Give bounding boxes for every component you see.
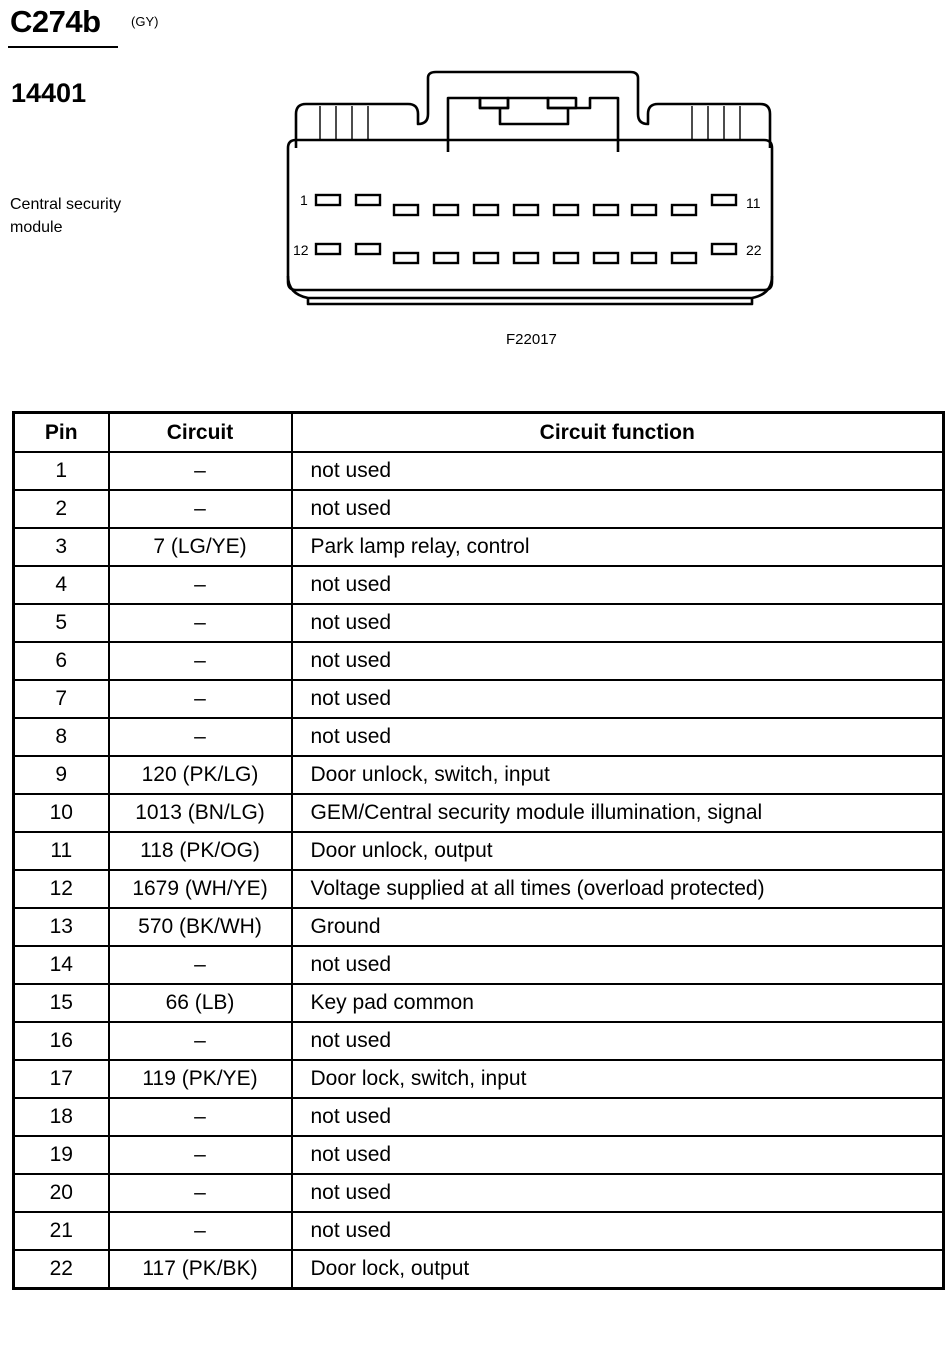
pin-cell: 19	[14, 1136, 109, 1174]
table-row	[14, 946, 944, 984]
table-row	[14, 1212, 944, 1250]
header-pin: Pin	[14, 413, 109, 453]
circuit-function-cell: not used	[292, 1022, 944, 1060]
circuit-function-cell: not used	[292, 1174, 944, 1212]
circuit-function-cell: Door unlock, switch, input	[292, 756, 944, 794]
pin-cell: 4	[14, 566, 109, 604]
circuit-function-cell: Door lock, output	[292, 1250, 944, 1289]
pin-cell: 11	[14, 832, 109, 870]
circuit-function-cell: not used	[292, 566, 944, 604]
pin-cell: 18	[14, 1098, 109, 1136]
table-row	[14, 642, 944, 680]
circuit-cell: –	[109, 642, 292, 680]
circuit-function-cell: not used	[292, 1136, 944, 1174]
table-row	[14, 490, 944, 528]
circuit-cell: –	[109, 452, 292, 490]
circuit-function-cell: GEM/Central security module illumination, signal	[292, 794, 944, 832]
circuit-function-cell: not used	[292, 1098, 944, 1136]
circuit-function-cell: Ground	[292, 908, 944, 946]
pin-cell: 14	[14, 946, 109, 984]
pin-cell: 7	[14, 680, 109, 718]
table-row	[14, 718, 944, 756]
table-row	[14, 984, 944, 1022]
connector-id: C274b	[10, 4, 101, 39]
pin-cell: 12	[14, 870, 109, 908]
pin-cell: 16	[14, 1022, 109, 1060]
table-row	[14, 1098, 944, 1136]
circuit-function-cell: Door lock, switch, input	[292, 1060, 944, 1098]
circuit-cell: –	[109, 1174, 292, 1212]
circuit-cell: 117 (PK/BK)	[109, 1250, 292, 1289]
table-row	[14, 566, 944, 604]
circuit-function-cell: not used	[292, 680, 944, 718]
circuit-cell: 570 (BK/WH)	[109, 908, 292, 946]
circuit-function-cell: not used	[292, 452, 944, 490]
circuit-cell: –	[109, 718, 292, 756]
circuit-cell: 66 (LB)	[109, 984, 292, 1022]
table-row	[14, 604, 944, 642]
connector-color: (GY)	[131, 14, 159, 29]
pin-cell: 1	[14, 452, 109, 490]
figure-code: F22017	[506, 331, 557, 348]
pin-cell: 2	[14, 490, 109, 528]
circuit-cell: 118 (PK/OG)	[109, 832, 292, 870]
pin-label-1: 1	[300, 192, 308, 208]
title-underline	[8, 46, 118, 48]
pin-label-22: 22	[746, 242, 762, 258]
table-row	[14, 870, 944, 908]
circuit-function-cell: Key pad common	[292, 984, 944, 1022]
pin-table	[12, 411, 945, 1290]
circuit-function-cell: Door unlock, output	[292, 832, 944, 870]
pin-cell: 10	[14, 794, 109, 832]
circuit-cell: –	[109, 1136, 292, 1174]
circuit-cell: 120 (PK/LG)	[109, 756, 292, 794]
table-row	[14, 1136, 944, 1174]
circuit-cell: 119 (PK/YE)	[109, 1060, 292, 1098]
circuit-cell: 7 (LG/YE)	[109, 528, 292, 566]
pin-cell: 3	[14, 528, 109, 566]
circuit-function-cell: not used	[292, 604, 944, 642]
table-row	[14, 908, 944, 946]
pin-label-12: 12	[293, 242, 309, 258]
circuit-function-cell: not used	[292, 642, 944, 680]
pin-cell: 17	[14, 1060, 109, 1098]
circuit-function-cell: Voltage supplied at all times (overload protected)	[292, 870, 944, 908]
circuit-cell: –	[109, 1022, 292, 1060]
circuit-cell: –	[109, 1098, 292, 1136]
table-row	[14, 452, 944, 490]
pin-cell: 20	[14, 1174, 109, 1212]
pin-cell: 13	[14, 908, 109, 946]
module-name: Central security module	[10, 196, 122, 236]
pin-cell: 15	[14, 984, 109, 1022]
table-row	[14, 1022, 944, 1060]
circuit-cell: –	[109, 566, 292, 604]
table-row	[14, 1174, 944, 1212]
circuit-cell: –	[109, 604, 292, 642]
circuit-cell: 1013 (BN/LG)	[109, 794, 292, 832]
pin-cell: 22	[14, 1250, 109, 1289]
table-row	[14, 1060, 944, 1098]
table-row	[14, 680, 944, 718]
table-row	[14, 832, 944, 870]
circuit-cell: –	[109, 490, 292, 528]
table-row	[14, 1250, 944, 1289]
table-row	[14, 528, 944, 566]
circuit-function-cell: not used	[292, 1212, 944, 1250]
pin-cell: 6	[14, 642, 109, 680]
circuit-function-cell: not used	[292, 490, 944, 528]
circuit-function-cell: not used	[292, 718, 944, 756]
pin-label-11: 11	[746, 195, 761, 211]
table-header-row	[14, 413, 944, 453]
header-circuit-function: Circuit function	[292, 413, 944, 453]
circuit-cell: –	[109, 1212, 292, 1250]
circuit-cell: 1679 (WH/YE)	[109, 870, 292, 908]
connector-face-diagram	[280, 66, 780, 311]
circuit-function-cell: not used	[292, 946, 944, 984]
part-number: 14401	[11, 78, 87, 108]
pin-cell: 8	[14, 718, 109, 756]
pin-cell: 21	[14, 1212, 109, 1250]
circuit-cell: –	[109, 680, 292, 718]
table-row	[14, 756, 944, 794]
table-row	[14, 794, 944, 832]
circuit-cell: –	[109, 946, 292, 984]
pin-cell: 9	[14, 756, 109, 794]
pin-cell: 5	[14, 604, 109, 642]
circuit-function-cell: Park lamp relay, control	[292, 528, 944, 566]
header-circuit: Circuit	[109, 413, 292, 453]
